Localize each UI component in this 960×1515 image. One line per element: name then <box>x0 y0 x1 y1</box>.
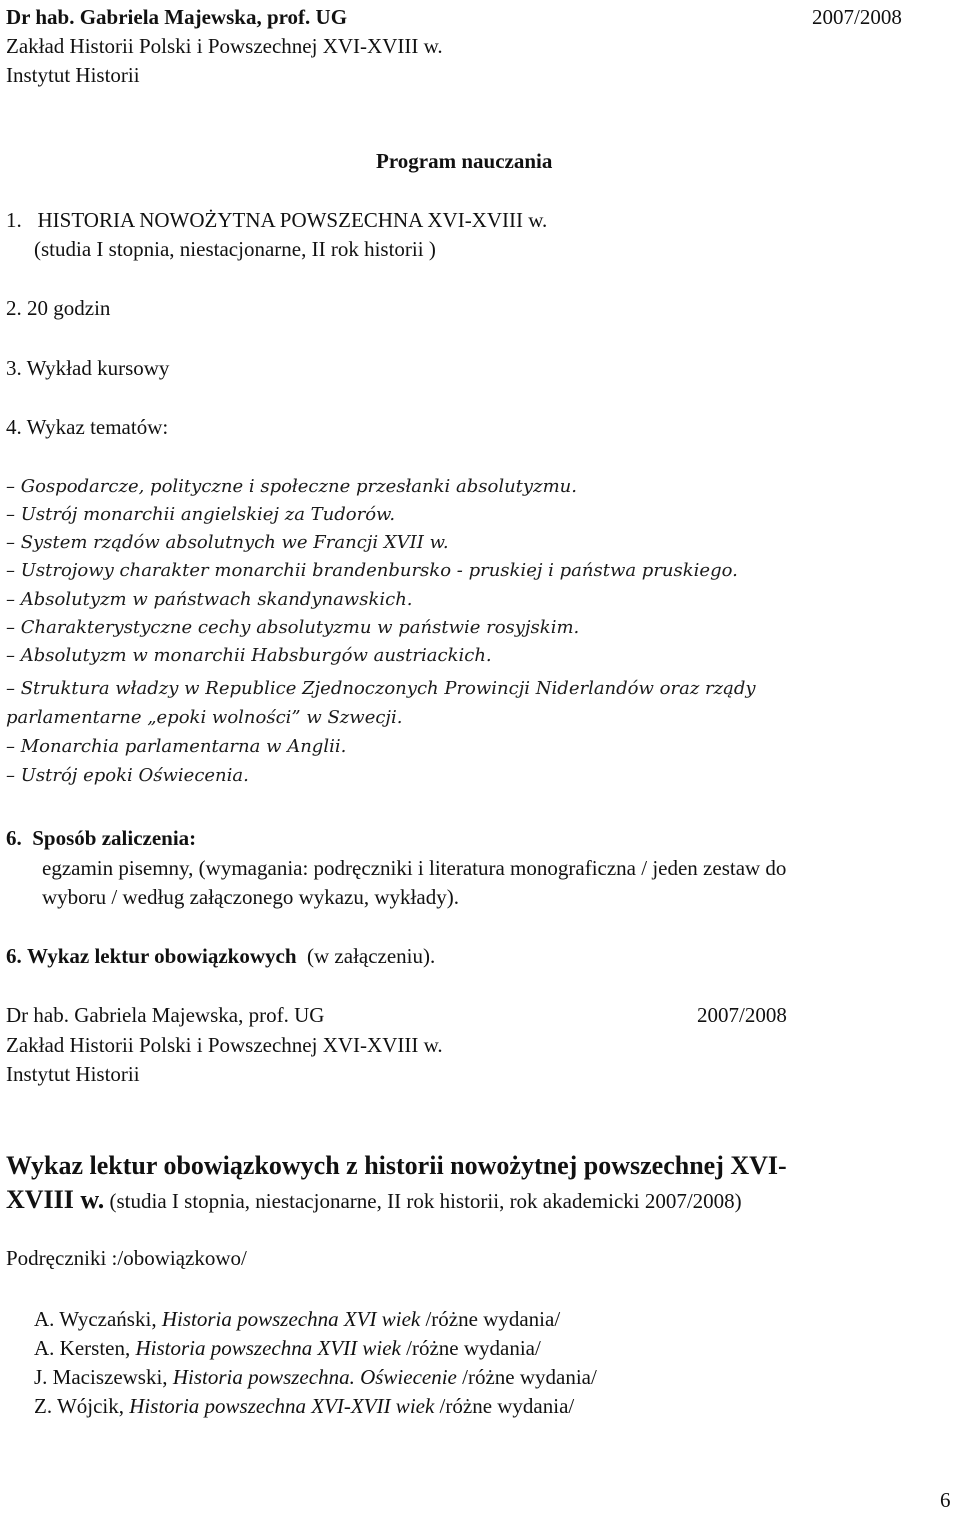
book-title: Historia powszechna XVI wiek <box>161 1307 421 1331</box>
program-item4: 4. Wykaz tematów: <box>6 415 169 439</box>
book-edition: /różne wydania/ <box>420 1307 561 1331</box>
topic-item: – Ustrój epoki Oświecenia. <box>6 765 249 786</box>
header-department: Zakład Historii Polski i Powszechnej XVI-XVIII w. <box>6 34 443 58</box>
topic-item: – Ustrój monarchii angielskiej za Tudorów. <box>6 504 396 525</box>
page-number: 6 <box>940 1488 951 1512</box>
header-institute: Instytut Historii <box>6 63 140 87</box>
program-item1-sub: (studia I stopnia, niestacjonarne, II rok historii ) <box>34 237 436 261</box>
program-item1-number: 1. <box>6 208 22 232</box>
book-title: Historia powszechna. Oświecenie <box>172 1365 457 1389</box>
lektury-number: 6. <box>6 944 22 968</box>
book-author: Z. Wójcik, <box>34 1394 130 1418</box>
book-edition: /różne wydania/ <box>434 1394 575 1418</box>
program-item1 <box>6 207 547 233</box>
zaliczenie-label: Sposób zaliczenia: <box>32 826 197 850</box>
lektury-note: (w załączeniu). <box>307 944 436 968</box>
topic-item: – Ustrojowy charakter monarchii brandenbursko - pruskiej i państwa pruskiego. <box>6 560 738 581</box>
zaliczenie-number: 6. <box>6 826 22 850</box>
lektury-item <box>6 943 435 969</box>
book-edition: /różne wydania/ <box>456 1365 597 1389</box>
book-author: J. Maciszewski, <box>34 1365 173 1389</box>
topic-item-continuation: parlamentarne „epoki wolności” w Szwecji. <box>6 707 403 728</box>
topic-item: – Gospodarcze, polityczne i społeczne przesłanki absolutyzmu. <box>6 476 577 497</box>
topic-item: – Monarchia parlamentarna w Anglii. <box>6 736 347 757</box>
topic-item: – Absolutyzm w państwach skandynawskich. <box>6 589 413 610</box>
topic-item: – System rządów absolutnych we Francji XVII w. <box>6 532 449 553</box>
zaliczenie-heading <box>6 825 196 851</box>
zaliczenie-line2: wyboru / według załączonego wykazu, wykłady). <box>42 885 459 909</box>
header-author: Dr hab. Gabriela Majewska, prof. UG <box>6 5 348 29</box>
book-edition: /różne wydania/ <box>400 1336 541 1360</box>
book-item <box>34 1393 574 1419</box>
header2-department: Zakład Historii Polski i Powszechnej XVI-XVIII w. <box>6 1033 443 1057</box>
book-title: Historia powszechna XVII wiek <box>135 1336 401 1360</box>
book-item <box>34 1306 560 1332</box>
header2-institute: Instytut Historii <box>6 1062 140 1086</box>
book-title: Historia powszechna XVI-XVII wiek <box>129 1394 435 1418</box>
lektury-label: Wykaz lektur obowiązkowych <box>27 944 297 968</box>
zaliczenie-line1: egzamin pisemny, (wymagania: podręczniki i literatura monograficzna / jeden zestaw do <box>42 856 787 880</box>
book-item <box>34 1364 597 1390</box>
header2-author: Dr hab. Gabriela Majewska, prof. UG <box>6 1003 325 1027</box>
header-year: 2007/2008 <box>812 5 902 29</box>
program-item1-title: HISTORIA NOWOŻYTNA POWSZECHNA XVI-XVIII w. <box>37 208 548 232</box>
topic-item: – Struktura władzy w Republice Zjednoczonych Prowincji Niderlandów oraz rządy <box>6 678 756 699</box>
book-author: A. Kersten, <box>34 1336 136 1360</box>
topic-item: – Absolutyzm w monarchii Habsburgów austriackich. <box>6 645 492 666</box>
reading-list-subtitle <box>6 1184 742 1217</box>
program-item3: 3. Wykład kursowy <box>6 356 170 380</box>
program-title: Program nauczania <box>376 149 553 173</box>
section-label: Podręczniki :/obowiązkowo/ <box>6 1246 247 1270</box>
topic-item: – Charakterystyczne cechy absolutyzmu w państwie rosyjskim. <box>6 617 580 638</box>
reading-list-study-info: (studia I stopnia, niestacjonarne, II rok historii, rok akademicki 2007/2008) <box>104 1189 742 1213</box>
book-item <box>34 1335 541 1361</box>
reading-list-title-end: XVIII w. <box>6 1185 105 1214</box>
header2-year: 2007/2008 <box>697 1003 787 1027</box>
program-item2: 2. 20 godzin <box>6 296 111 320</box>
book-author: A. Wyczański, <box>34 1307 162 1331</box>
reading-list-title: Wykaz lektur obowiązkowych z historii nowożytnej powszechnej XVI- <box>6 1151 787 1180</box>
